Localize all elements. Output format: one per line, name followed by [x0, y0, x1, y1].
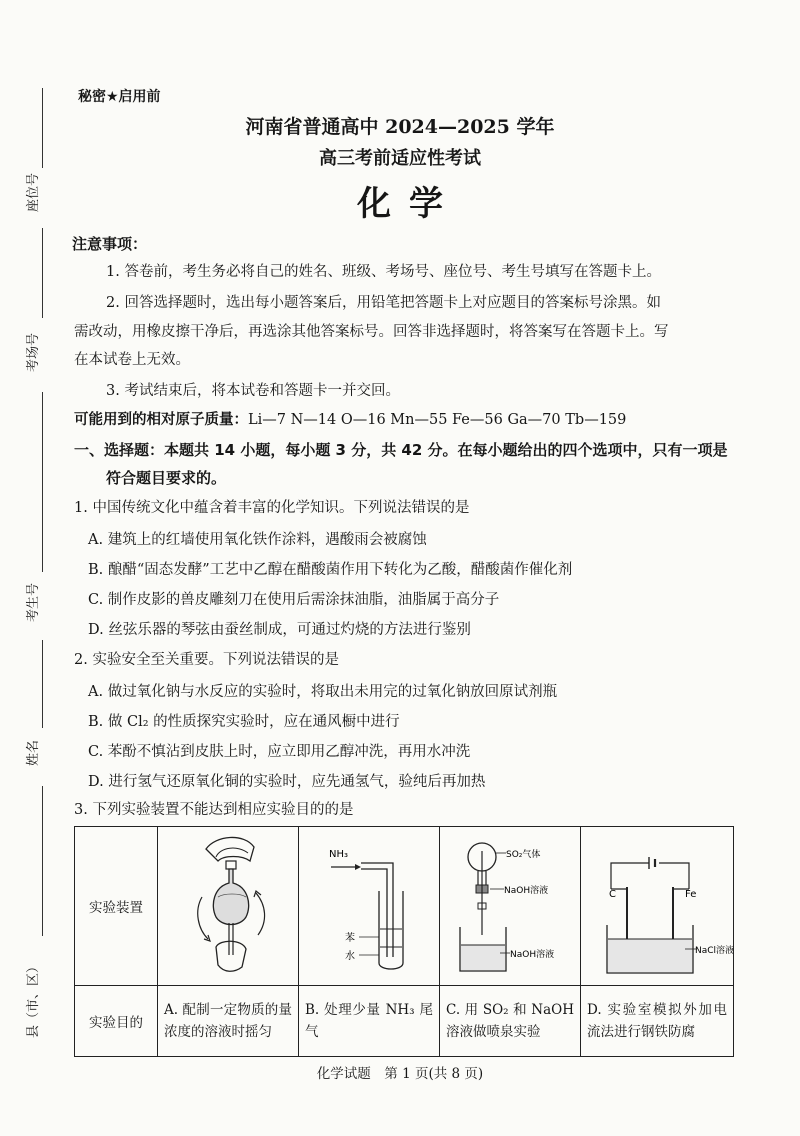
binding-line [42, 786, 43, 936]
purpose-c: C. 用 SO₂ 和 NaOH 溶液做喷泉实验 [440, 986, 581, 1057]
question-1-option-c: C. 制作皮影的兽皮雕刻刀在使用后需涂抹油脂，油脂属于高分子 [88, 592, 500, 608]
nh3-absorption-diagram [299, 827, 439, 985]
water-label: 水 [345, 951, 355, 962]
exam-room-label: 考场号 [26, 332, 41, 372]
row-label-purpose: 实验目的 [75, 986, 158, 1057]
experiment-table [74, 826, 734, 1057]
notice-item-2-line2: 需改动，用橡皮擦干净后，再选涂其他答案标号。回答非选择题时，将答案写在答题卡上。写 [74, 324, 669, 340]
purpose-b: B. 处理少量 NH₃ 尾气 [299, 986, 440, 1057]
atomic-masses [74, 410, 626, 430]
section-heading-line2: 符合题目要求的。 [106, 469, 227, 487]
atomic-masses-label: 可能用到的相对原子质量： [74, 412, 248, 428]
seat-number-label: 座位号 [26, 172, 41, 212]
apparatus-a [158, 827, 299, 986]
binding-line [42, 392, 43, 572]
row-label-apparatus: 实验装置 [75, 827, 158, 986]
binding-line [42, 228, 43, 318]
question-1-option-d: D. 丝弦乐器的琴弦由蚕丝制成，可通过灼烧的方法进行鉴别 [88, 622, 471, 638]
apparatus-c [440, 827, 581, 986]
apparatus-b [299, 827, 440, 986]
volumetric-flask-shaking-diagram [158, 827, 298, 985]
purpose-d: D. 实验室模拟外加电流法进行钢铁防腐 [581, 986, 734, 1057]
question-2-option-d: D. 进行氢气还原氧化铜的实验时，应先通氢气，验纯后再加热 [88, 774, 486, 790]
carbon-label: C [609, 889, 616, 900]
binding-line [42, 640, 43, 728]
confidential-mark: 秘密★启用前 [78, 89, 161, 105]
naoh-top-label: NaOH溶液 [504, 886, 549, 896]
question-2-option-b: B. 做 Cl₂ 的性质探究实验时，应在通风橱中进行 [88, 714, 400, 730]
nh3-label: NH₃ [329, 849, 349, 860]
question-2-option-c: C. 苯酚不慎沾到皮肤上时，应立即用乙醇冲洗，再用水冲洗 [88, 744, 471, 760]
name-label: 姓名 [26, 739, 41, 766]
atomic-masses-values: Li—7 N—14 O—16 Mn—55 Fe—56 Ga—70 Tb—159 [248, 412, 627, 428]
question-1-stem: 1. 中国传统文化中蕴含着丰富的化学知识。下列说法错误的是 [74, 500, 470, 516]
notice-heading: 注意事项： [72, 235, 148, 253]
candidate-id-label: 考生号 [26, 582, 41, 622]
question-1-option-a: A. 建筑上的红墙使用氧化铁作涂料，遇酸雨会被腐蚀 [88, 532, 427, 548]
county-label: 县（市、区） [26, 959, 41, 1038]
exam-title-line2: 高三考前适应性考试 [319, 148, 481, 169]
impressed-current-diagram [581, 827, 733, 985]
apparatus-d [581, 827, 734, 986]
notice-item-2-line3: 在本试卷上无效。 [74, 352, 190, 368]
iron-label: Fe [685, 889, 697, 900]
question-2-option-a: A. 做过氧化钠与水反应的实验时，将取出未用完的过氧化钠放回原试剂瓶 [88, 684, 558, 700]
subject-title: 化学 [357, 184, 461, 224]
purpose-a: A. 配制一定物质的量浓度的溶液时摇匀 [158, 986, 299, 1057]
nacl-label: NaCl溶液 [695, 946, 733, 956]
fountain-experiment-diagram [440, 827, 580, 985]
benzene-label: 苯 [345, 933, 355, 944]
section-heading-line1: 一、选择题：本题共 14 小题，每小题 3 分，共 42 分。在每小题给出的四个选项中，只有一项是 [74, 441, 728, 459]
question-1-option-b: B. 酿醋“固态发酵”工艺中乙醇在醋酸菌作用下转化为乙酸，醋酸菌作催化剂 [88, 562, 573, 578]
notice-item-1: 1. 答卷前，考生务必将自己的姓名、班级、考场号、座位号、考生号填写在答题卡上。 [106, 264, 661, 280]
exam-title-line1: 河南省普通高中 2024—2025 学年 [245, 116, 555, 138]
naoh-bottom-label: NaOH溶液 [510, 950, 555, 960]
notice-item-2-line1: 2. 回答选择题时，选出每小题答案后，用铅笔把答题卡上对应题目的答案标号涂黑。如 [106, 295, 661, 311]
so2-label: SO₂气体 [506, 850, 541, 860]
question-3-stem: 3. 下列实验装置不能达到相应实验目的的是 [74, 802, 354, 818]
page-footer: 化学试题 第 1 页(共 8 页) [316, 1066, 484, 1082]
notice-item-3: 3. 考试结束后，将本试卷和答题卡一并交回。 [106, 383, 400, 399]
question-2-stem: 2. 实验安全至关重要。下列说法错误的是 [74, 652, 339, 668]
